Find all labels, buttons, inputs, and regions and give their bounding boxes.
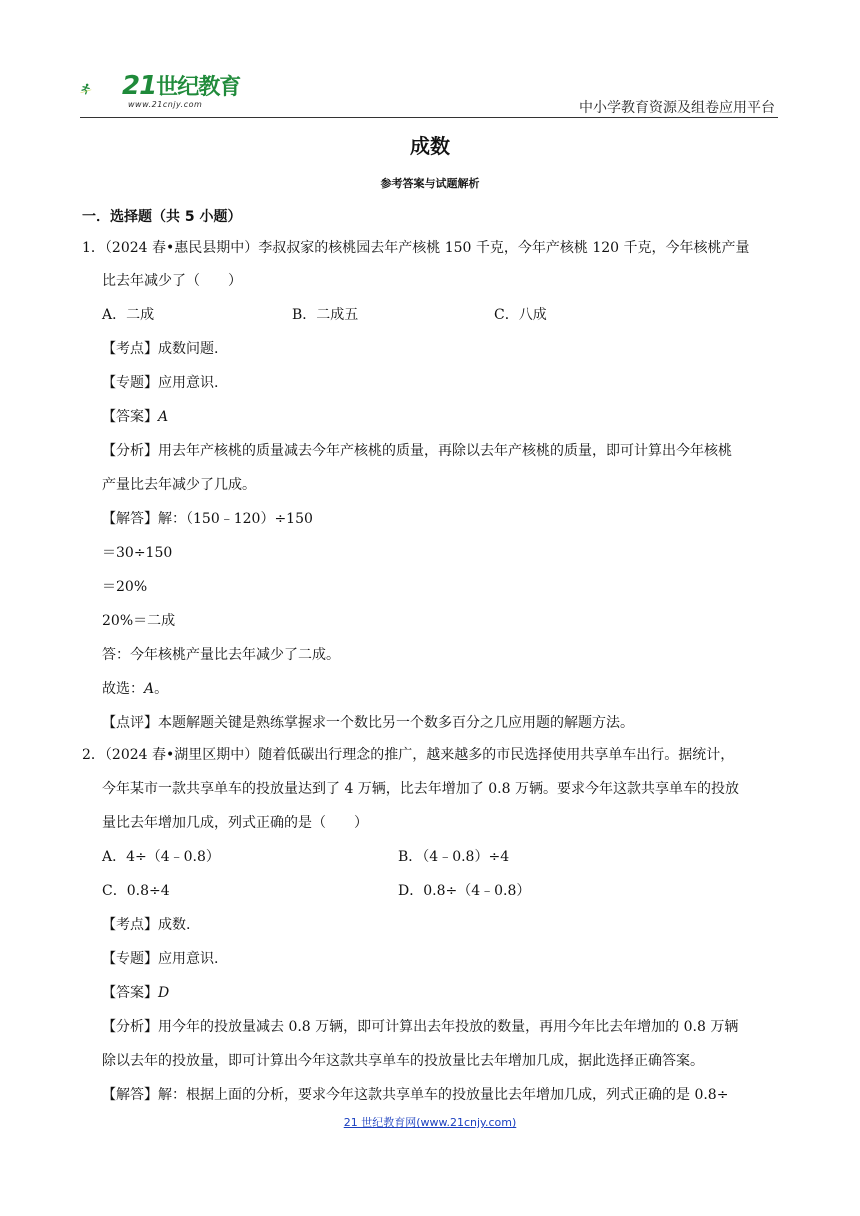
- q1-step-2: ＝20%: [102, 579, 148, 595]
- q2-option-d: D．0.8÷（4﹣0.8）: [398, 883, 531, 899]
- q1-option-b: B．二成五: [292, 307, 359, 323]
- q1-stem-line2: 比去年减少了（ ）: [102, 273, 242, 289]
- q1-guxuan-end: 。: [154, 681, 169, 697]
- q1-zhuanti: 【专题】应用意识.: [102, 375, 219, 391]
- section-heading: 一．选择题（共 5 小题）: [82, 209, 242, 225]
- q1-jieda: 【解答】解：（150﹣120）÷150: [102, 511, 313, 527]
- logo-runner-icon: [80, 66, 126, 112]
- q2-option-b: B．（4﹣0.8）÷4: [398, 849, 510, 865]
- q2-option-c: C．0.8÷4: [102, 883, 170, 899]
- q1-guxuan-label: 故选：: [102, 681, 144, 697]
- q2-zhuanti: 【专题】应用意识.: [102, 951, 219, 967]
- q2-answer-value: D: [158, 985, 170, 1001]
- q2-jieda: 【解答】解：根据上面的分析，要求今年这款共享单车的投放量比去年增加几成，列式正确的是 0.8÷: [102, 1087, 729, 1103]
- document-title: 成数: [410, 134, 450, 158]
- q1-step-1: ＝30÷150: [102, 545, 173, 561]
- q2-option-a: A．4÷（4﹣0.8）: [102, 849, 220, 865]
- q1-step-3: 20%＝二成: [102, 613, 176, 629]
- q2-stem-line2: 今年某市一款共享单车的投放量达到了 4 万辆，比去年增加了 0.8 万辆。要求今年这款共享单车的投放: [102, 781, 739, 797]
- q1-fenxi-line2: 产量比去年减少了几成。: [102, 477, 256, 493]
- q1-dianping: 【点评】本题解题关键是熟练掌握求一个数比另一个数多百分之几应用题的解题方法。: [102, 715, 634, 731]
- logo-url: www.21cnjy.com: [128, 100, 203, 109]
- q2-stem-line3: 量比去年增加几成，列式正确的是（ ）: [102, 815, 368, 831]
- q1-option-a: A．二成: [102, 307, 155, 323]
- q1-guxuan-value: A: [144, 681, 155, 697]
- q1-stem-line1: 1．（2024 春•惠民县期中）李叔叔家的核桃园去年产核桃 150 千克，今年产核桃 120 千克，今年核桃产量: [82, 240, 750, 256]
- platform-name: 中小学教育资源及组卷应用平台: [579, 100, 775, 116]
- q1-fenxi-line1: 【分析】用去年产核桃的质量减去今年产核桃的质量，再除以去年产核桃的质量，即可计算出今年核桃: [102, 443, 732, 459]
- q2-fenxi-line2: 除以去年的投放量，即可计算出今年这款共享单车的投放量比去年增加几成，据此选择正确答案。: [102, 1053, 704, 1069]
- footer-link[interactable]: 21 世纪教育网(www.21cnjy.com): [343, 1116, 517, 1129]
- logo-wordmark: 21世纪教育: [122, 71, 241, 101]
- q1-da: 答：今年核桃产量比去年减少了二成。: [102, 647, 340, 663]
- q1-guxuan: [102, 679, 168, 699]
- q2-stem-line1: 2．（2024 春•湖里区期中）随着低碳出行理念的推广，越来越多的市民选择使用共享单车出行。据统计，: [82, 747, 735, 763]
- q2-answer-label: 【答案】: [102, 985, 158, 1001]
- q2-fenxi-line1: 【分析】用今年的投放量减去 0.8 万辆，即可计算出去年投放的数量，再用今年比去年增加的 0.8 万辆: [102, 1019, 739, 1035]
- q2-answer: [102, 983, 169, 1003]
- document-subtitle: 参考答案与试题解析: [380, 177, 480, 190]
- q1-kaodian: 【考点】成数问题.: [102, 341, 219, 357]
- q1-option-c: C．八成: [494, 307, 547, 323]
- q1-answer: [102, 407, 168, 427]
- q2-kaodian: 【考点】成数.: [102, 917, 191, 933]
- header-divider: [80, 117, 778, 118]
- q1-answer-value: A: [158, 409, 169, 425]
- q1-answer-label: 【答案】: [102, 409, 158, 425]
